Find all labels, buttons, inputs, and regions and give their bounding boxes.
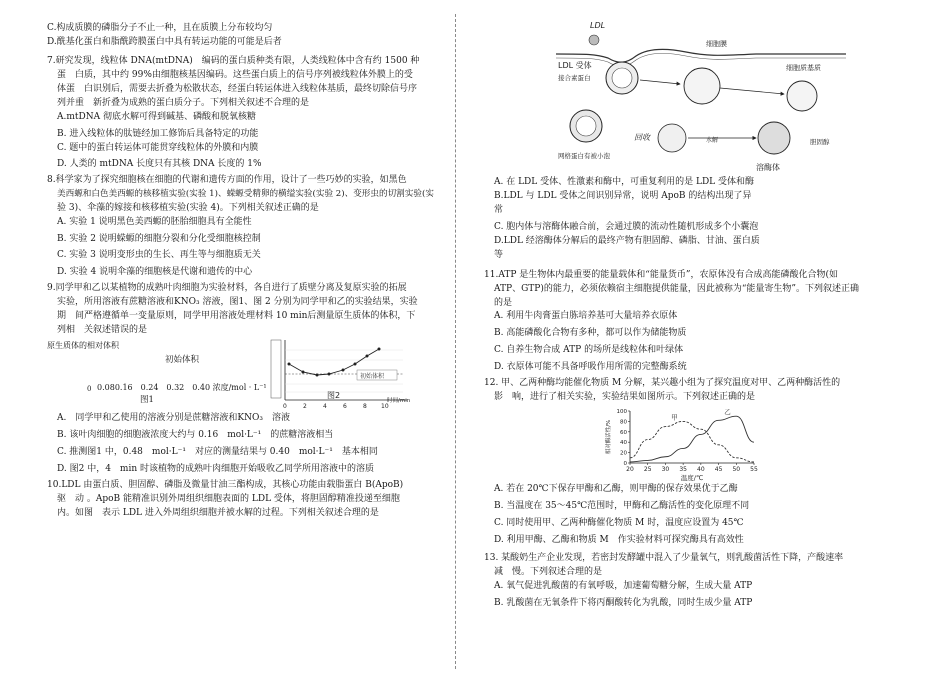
question-9 [47, 282, 432, 477]
q9-option-a: A. 同学甲和乙使用的溶液分别是蔗糖溶液和KNO₃ 溶液 [57, 413, 290, 424]
fig2-xlabel: 时间/min [387, 398, 411, 405]
x-tick-label: 35 [679, 466, 687, 474]
y-axis-label: 相对酶活性/% [606, 419, 612, 455]
fig2-initial-label: 初始体积 [360, 373, 385, 381]
right-column [484, 18, 884, 611]
fig2-xtick: 6 [343, 403, 347, 411]
q7-stem: 7.研究发现，线粒体 DNA(mtDNA) 编码的蛋白质种类有限，人类线粒体中含有约 1500 种 [47, 55, 420, 66]
q12-option-d: D. 利用甲酶、乙酶和物质 M 作实验材料可探究酶具有高效性 [494, 534, 744, 545]
q7-option-c: C. 题中的蛋白转运体可能贯穿线粒体的外膜和内膜 [57, 142, 259, 153]
y-tick-label: 80 [620, 419, 627, 426]
series-label: 甲 [671, 413, 678, 422]
label-recycle: 回收 [634, 133, 650, 142]
q9-figures [47, 340, 432, 412]
label-receptor: LDL 受体 [558, 61, 592, 70]
q7-stem: 体蛋 白识别后，需要去折叠为松散状态，经蛋白转运体进入线粒体基质，最终切除信号序 [57, 83, 418, 94]
x-tick-label: 25 [643, 466, 652, 474]
q7-stem: 蛋 白质，其中约 99%由细胞核基因编码。这些蛋白质上的信号序列被线粒体外膜上的受 [57, 69, 413, 80]
y-tick-label: 20 [620, 450, 627, 457]
q9-stem: 期 间严格遵循单一变量原则，同学甲用溶液处理材料 10 min后测量原生质体的体积，下 [57, 311, 416, 322]
x-tick-label: 45 [714, 466, 723, 474]
y-tick-label: 0 [623, 461, 627, 468]
ldl-particle [589, 35, 599, 45]
q10-option-d: D.LDL 经溶酶体分解后的最终产物有胆固醇、磷脂、甘油、蛋白质 [494, 235, 760, 246]
fig1-origin: 0 [87, 385, 92, 394]
arrow [720, 88, 784, 94]
q8-option-c: C. 实验 3 说明变形虫的生长、再生等与细胞质无关 [57, 250, 261, 261]
q9-option-d: D. 图2 中，4 min 时该植物的成熟叶肉细胞开始吸收乙同学所用溶液中的溶质 [57, 463, 375, 474]
question-10 [47, 479, 432, 521]
q10-stem: 10.LDL 由蛋白质、胆固醇、磷脂及微量甘油三酯构成，其核心功能由载脂蛋白 B(ApoB) [47, 479, 404, 490]
q9-stem: 实验，所用溶液有蔗糖溶液和KNO₃ 溶液，图1、图 2 分别为同学甲和乙的实验结果，实验 [57, 297, 418, 308]
q8-option-d: D. 实验 4 说明伞藻的细胞核是代谢和遗传的中心 [57, 267, 253, 278]
x-axis-label: 温度/℃ [680, 474, 704, 483]
arrow [640, 80, 680, 84]
q10-option-d-cont: 等 [494, 249, 504, 260]
ldl-diagram [556, 18, 846, 174]
question-8 [47, 174, 432, 280]
q9-option-c: C. 推测图1 中，0.48 mol·L⁻¹ 对应的测量结果与 0.40 mol·L⁻¹ 基本相同 [57, 446, 378, 457]
q11-option-d: D. 衣原体可能不具备呼吸作用所需的完整酶系统 [494, 362, 687, 373]
q12-stem: 影 响，进行了相关实验，实验结果如图所示。下列叙述正确的是 [494, 392, 756, 403]
q10-stem: 驱 动 。ApoB 能精准识别外周组织细胞表面的 LDL 受体，将胆固醇精准投递至细胞 [57, 493, 400, 504]
fig2-xtick: 10 [381, 403, 389, 411]
fig1-caption: 图1 [140, 395, 154, 406]
q8-stem: 验 3)、伞藻的嫁接和核移植实验(实验 4)。下列相关叙述正确的是 [57, 202, 319, 213]
vesicle-right [787, 81, 817, 111]
label-membrane: 细胞膜 [706, 40, 727, 48]
enzyme-activity-chart [604, 405, 774, 483]
y-tick-label: 100 [616, 409, 627, 416]
fig1-xticks: 0.080.16 0.24 0.32 0.40 浓度/mol · L⁻¹ [97, 383, 267, 393]
q11-option-c: C. 自养生物合成 ATP 的场所是线粒体和叶绿体 [494, 345, 684, 356]
fig2-xtick: 4 [323, 403, 327, 411]
q8-stem: 8.科学家为了探究细胞核在细胞的代谢和遗传方面的作用，设计了一些巧妙的实验，如黑色 [47, 175, 407, 186]
q10-stem: 内。如图 表示 LDL 进入外周组织细胞并被水解的过程。下列相关叙述合理的是 [57, 507, 379, 518]
q10-option-b-cont: 常 [494, 204, 504, 215]
fusion-vesicle [658, 124, 686, 152]
left-column [47, 22, 432, 521]
q11-stem: 11.ATP 是生物体内最重要的能量载体和“能量货币”，农原体没有合成高能磷酸化合物(如 [484, 269, 838, 280]
fig2-xtick: 8 [363, 403, 367, 411]
q12-stem: 12. 甲、乙两种酶均能催化物质 M 分解，某兴趣小组为了探究温度对甲、乙两种酶活性的 [484, 378, 841, 389]
x-tick-label: 20 [626, 466, 634, 474]
ldl-figure [484, 18, 884, 176]
coated-vesicle-inner [576, 116, 596, 136]
q11-option-a: A. 利用牛肉膏蛋白胨培养基可大量培养衣原体 [494, 311, 678, 322]
endosome [684, 68, 720, 104]
q13-option-b: B. 乳酸菌在无氧条件下将丙酮酸转化为乳酸，同时生成少量 ATP [494, 597, 753, 608]
y-tick-label: 60 [620, 429, 627, 436]
column-divider [455, 14, 456, 669]
fig2-caption: 图2 [327, 391, 341, 401]
q7-option-a: A.mtDNA 彻底水解可得到碱基、磷酸和脱氧核糖 [57, 111, 256, 122]
label-hydrolysis: 水解 [706, 137, 719, 144]
label-ldl: LDL [590, 21, 606, 30]
q10-option-a: A. 在 LDL 受体、性激素和酶中，可重复利用的是 LDL 受体和酶 [494, 177, 755, 187]
series-label: 乙 [724, 408, 731, 417]
label-chol: 胆固醇 [810, 138, 830, 146]
fig2-xtick: 0 [283, 403, 287, 411]
q10-option-c: C. 胞内体与溶酶体融合前，会通过膜的流动性随机形成多个小囊泡 [494, 221, 759, 232]
q9-stem: 9.同学甲和乙以某植物的成熟叶肉细胞为实验材料，各自进行了质壁分离及复原实验的拓展 [47, 283, 407, 294]
q8-option-b: B. 实验 2 说明蝾螈的细胞分裂和分化受细胞核控制 [57, 233, 261, 244]
fig1-initial-label: 初始体积 [165, 355, 200, 366]
x-tick-label: 55 [750, 466, 758, 474]
label-matrix: 细胞质基质 [786, 64, 821, 72]
q6-option-d: D.酰基化蛋白和脂酰跨膜蛋白中具有转运功能的可能是后者 [47, 36, 282, 47]
fig2-ylabel-box [271, 340, 281, 398]
enzyme-chart-wrap [484, 405, 884, 483]
fig2-xtick: 2 [303, 403, 307, 411]
q9-option-b: B. 该叶肉细胞的细胞液浓度大约与 0.16 mol·L⁻¹ 的蔗糖溶液相当 [57, 430, 334, 440]
fig2-chart [269, 336, 414, 412]
x-tick-label: 40 [697, 466, 705, 474]
q12-option-a: A. 若在 20℃下保存甲酶和乙酶，则甲酶的保存效果优于乙酶 [494, 484, 738, 495]
q8-option-a: A. 实验 1 说明黑色美西螈的胚胎细胞具有全能性 [57, 216, 252, 227]
q7-option-b: B. 进入线粒体的肽链经加工修饰后具备特定的功能 [57, 128, 259, 139]
x-tick-label: 50 [732, 466, 741, 474]
question-12 [484, 377, 884, 548]
series-line-yi [630, 416, 754, 462]
fig1-ylabel: 原生质体的相对体积 [47, 341, 119, 351]
q12-option-b: B. 当温度在 35～45℃范围时，甲酶和乙酶活性的变化原理不同 [494, 501, 750, 511]
question-7 [47, 55, 432, 173]
q12-option-c: C. 同时使用甲、乙两种酶催化物质 M 时，温度应设置为 45℃ [494, 517, 744, 528]
q9-stem: 列相 关叙述错误的是 [57, 325, 148, 336]
q10-option-b: B.LDL 与 LDL 受体之间识别异常，说明 ApoB 的结构出现了异 [494, 190, 752, 201]
q13-stem: 减 慢。下列叙述合理的是 [494, 566, 603, 577]
q13-stem: 13. 某酸奶生产企业发现，若密封发酵罐中混入了少量氧气，则乳酸菌活性下降，产酸速率 [484, 552, 844, 563]
q6-option-c: C.构成质膜的磷脂分子不止一种，且在质膜上分布较均匀 [47, 23, 273, 33]
q11-option-b: B. 高能磷酸化合物有多种，都可以作为储能物质 [494, 328, 687, 339]
label-coated-protein: 接合素蛋白 [558, 74, 591, 82]
question-11 [484, 269, 884, 376]
question-13 [484, 552, 884, 611]
y-tick-label: 40 [620, 440, 627, 447]
lysosome [758, 122, 790, 154]
q7-option-d: D. 人类的 mtDNA 长度只有其核 DNA 长度的 1% [57, 159, 262, 170]
q7-stem: 列并重 新折叠为成熟的蛋白质分子。下列相关叙述不合理的是 [57, 97, 310, 108]
q13-option-a: A. 氧气促进乳酸菌的有氧呼吸，加速葡萄糖分解，生成大量 ATP [494, 580, 753, 591]
cell-membrane [556, 49, 846, 62]
coated-pit-inner [612, 68, 632, 88]
q11-stem: ATP、GTP)的能力，必须依赖宿主细胞提供能量，因此被称为“能量寄生物”。下列叙述正确 [494, 283, 860, 294]
x-tick-label: 30 [661, 466, 670, 474]
label-vesicle: 网格蛋白有被小泡 [558, 152, 610, 160]
q11-stem: 的是 [494, 297, 513, 308]
label-lysosome: 溶酶体 [756, 163, 780, 172]
q8-stem: 美西螈和白色美西螈的核移植实验(实验 1)、蝾螈受精卵的横缢实验(实验 2)、变形虫的切割实验(实 [57, 189, 434, 200]
